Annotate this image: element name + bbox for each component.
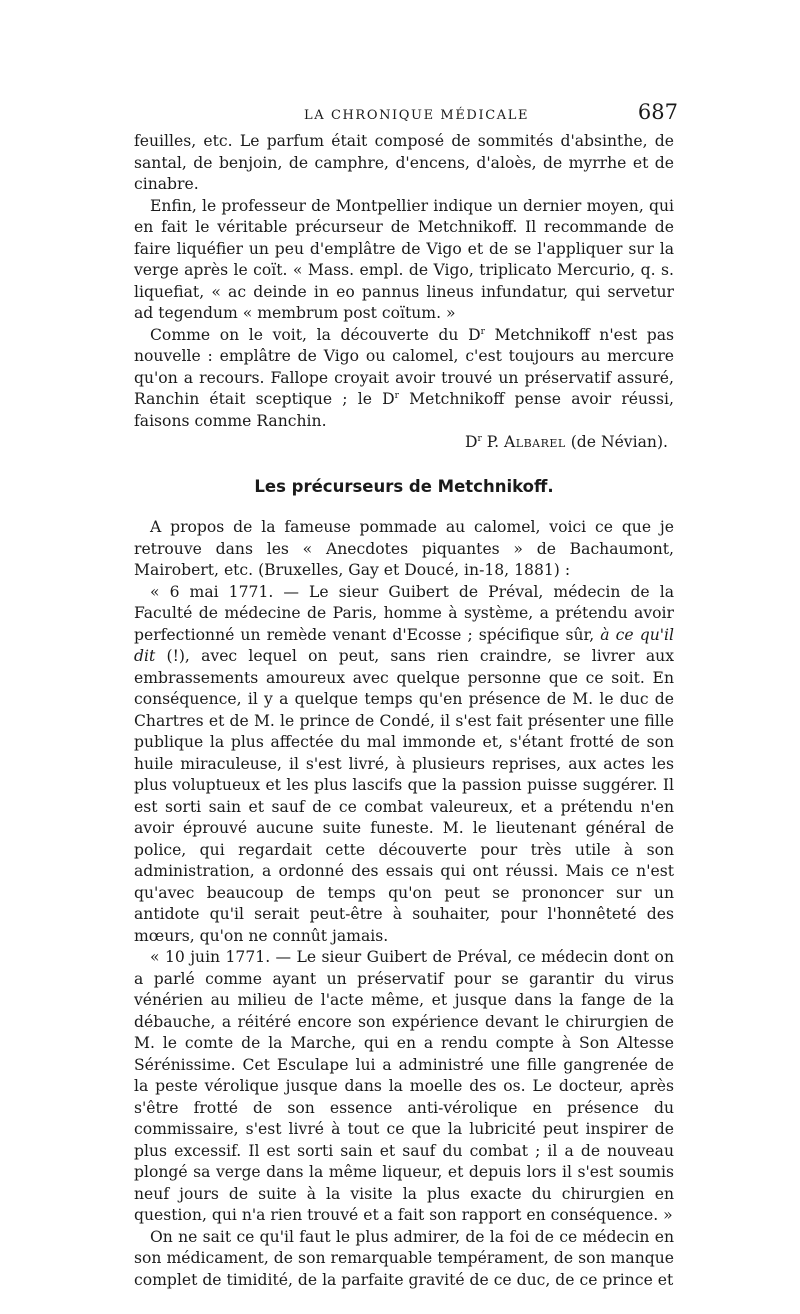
running-title: LA CHRONIQUE MÉDICALE xyxy=(304,108,530,123)
paragraph-quote-may xyxy=(134,582,674,948)
comparison-text-3: Metchnikoff pense avoir réussi, faisons comme Ranchin. xyxy=(134,390,674,430)
signature-sup: r xyxy=(477,433,482,444)
page-header xyxy=(134,100,678,130)
section-title: Les précurseurs de Metchnikoff. xyxy=(254,476,554,496)
latin-prescription: « Mass. empl. de Vigo, triplicato Mercurio, q. s. liquefiat, « ac deinde in eo pannus lineus infundatur, qui servetur ad tegendum « membrum post coïtum. » xyxy=(134,261,674,322)
body-text xyxy=(134,131,674,1291)
signature-initial: P. xyxy=(486,433,500,451)
quote-may-italic: à ce qu'il dit xyxy=(134,625,675,665)
paragraph-quote-june: « 10 juin 1771. — Le sieur Guibert de Préval, ce médecin dont on a parlé comme ayant un préservatif pour se garantir du virus vénérien au milieu de l'acte même, et jusque dans la fange de la débauche, a réitéré encore son expérience devant le chirurgien de M. le comte de la Marche, qui en a rendu compte à Son Altesse Sérénissime. Cet Esculape lui a administré une fille gangrenée de la peste vérolique jusque dans la moelle des os. Le docteur, après s'être frotté de son essence anti-vérolique en présence du commissaire, s'est livré à tout ce que la lubricité peut inspirer de plus excessif. Il est sorti sain et sauf du combat ; il a de nouveau plongé sa verge dans la même liqueur, et depuis lors il s'est soumis neuf jours de suite à la visite la plus exacte du chirurgien en question, qui n'a rien trouvé et a fait son rapport en conséquence. » xyxy=(134,948,674,1224)
paragraph-continuation: feuilles, etc. Le parfum était composé de sommités d'absinthe, de santal, de benjoin, de camphre, d'encens, d'aloès, de myrrhe et de cinabre. xyxy=(134,132,674,193)
doctor-abbrev-sup-2: r xyxy=(394,390,399,401)
signature-prefix: D xyxy=(464,433,478,451)
comparison-text-2: Metchnikoff n'est pas nouvelle : emplâtre de Vigo ou calomel, c'est toujours au mercure qu'on a recours. Fallope croyait avoir trouvé un préservatif assuré, Ranchin était sceptique ; le D xyxy=(134,325,674,408)
quote-may-text-2: (!), avec lequel on peut, sans rien craindre, se livrer aux embrassements amoureux avec quelque personne que ce soit. En conséquence, il y a quelque temps qu'en présence de M. le duc de Chartres et de M. le prince de Condé, il s'est fait présenter une fille publique la plus affectée du mal immonde et, s'étant frotté de son huile miraculeuse, il s'est livré, à plusieurs reprises, aux actes les plus voluptueux et les plus lascifs que la passion puisse suggérer. Il est sorti sain et sauf de ce combat valeureux, et a prétendu n'en avoir éprouvé aucune suite funeste. M. le lieutenant général de police, qui regardait cette découverte pour très utile à son administration, a ordonné des essais qui ont réussi. Mais ce n'est qu'avec beaucoup de temps qu'on peut se prononcer sur un antidote qu'il serait peut-être à souhaiter, pour l'honnêteté des mœurs, qu'on ne connût jamais. xyxy=(134,647,674,945)
paragraph-comparison xyxy=(134,325,674,433)
paragraph-montpellier xyxy=(134,196,674,325)
doctor-abbrev-sup-1: r xyxy=(480,326,485,337)
paragraph-montpellier-text: Enfin, le professeur de Montpellier indique un dernier moyen, qui en fait le véritable précurseur de Metchnikoff. Il recommande de faire liquéfier un peu d'emplâtre de Vigo et de se l'appliquer sur la verge après le coït. xyxy=(134,196,674,279)
signature-place: (de Névian). xyxy=(570,433,668,451)
quote-may-text-1: « 6 mai 1771. — Le sieur Guibert de Préval, médecin de la Faculté de médecine de Paris, homme à système, a prétendu avoir perfectionné un remède venant d'Ecosse ; spécifique sûr, xyxy=(134,582,674,644)
comparison-text-1: Comme on le voit, la découverte du D xyxy=(150,325,481,344)
paragraph-closing: On ne sait ce qu'il faut le plus admirer, de la foi de ce médecin en son médicament, de son remarquable tempérament, de son manque complet de timidité, de la parfaite gravité de ce duc, de ce prince et xyxy=(134,1227,674,1289)
page-number: 687 xyxy=(637,100,678,124)
signature-name: Albarel xyxy=(504,433,566,451)
author-signature xyxy=(134,432,674,454)
paragraph-intro: A propos de la fameuse pommade au calomel, voici ce que je retrouve dans les « Anecdotes piquantes » de Bachaumont, Mairobert, etc. (Bruxelles, Gay et Doucé, in-18, 1881) : xyxy=(134,518,674,579)
